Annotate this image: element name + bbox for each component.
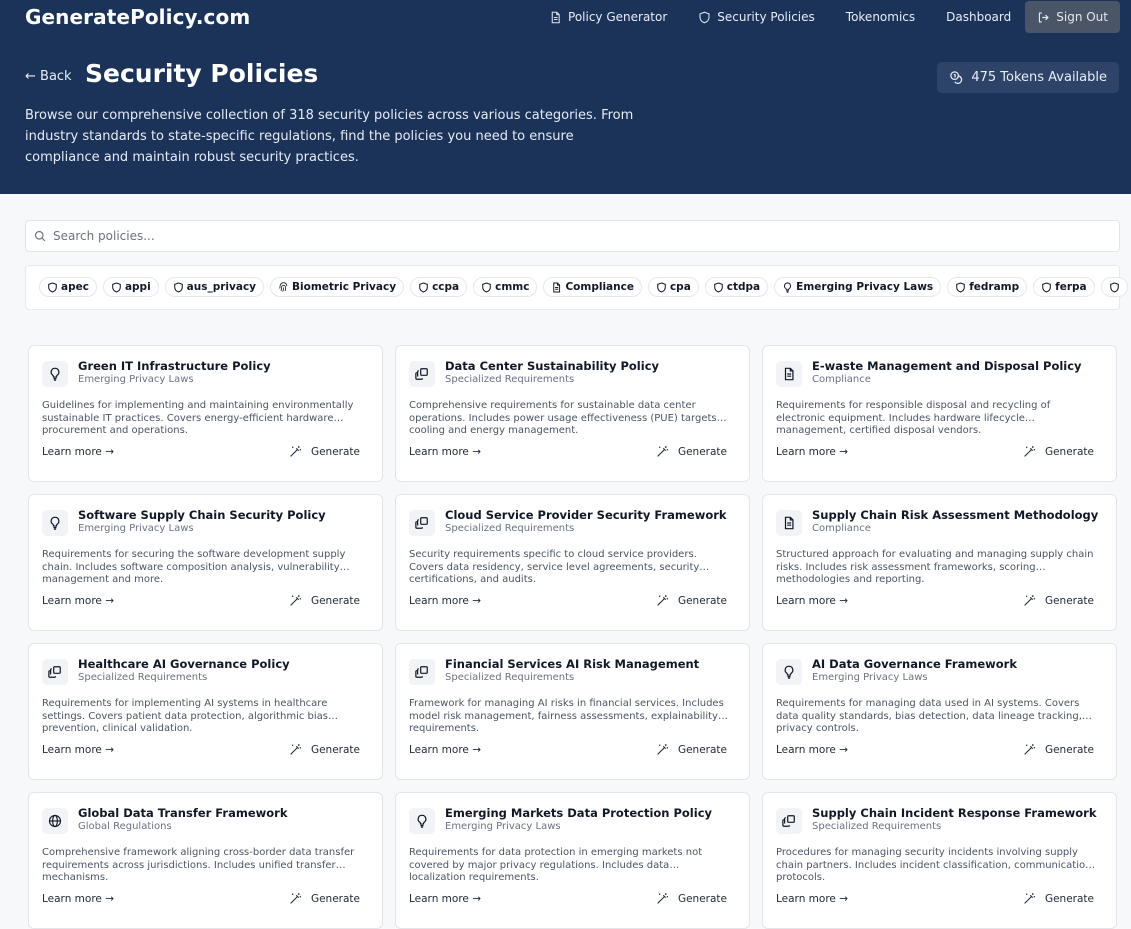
file-icon	[549, 11, 562, 24]
policy-description: Structured approach for evaluating and managing supply chain risks. Includes risk assessment frameworks, scoring methodologies and reporting.	[776, 549, 1094, 585]
learn-more-link[interactable]: Learn more →	[42, 744, 115, 756]
top-nav	[530, 1, 1120, 33]
learn-more-link[interactable]: Learn more →	[42, 893, 115, 905]
shield-icon	[713, 282, 724, 293]
sign-out-label: Sign Out	[1056, 10, 1108, 24]
policy-title[interactable]: Global Data Transfer Framework	[78, 806, 288, 820]
shield-icon	[656, 282, 667, 293]
policy-title[interactable]: E-waste Management and Disposal Policy	[812, 359, 1082, 373]
policy-title[interactable]: Green IT Infrastructure Policy	[78, 359, 271, 373]
generate-label: Generate	[310, 743, 360, 756]
shield-icon	[698, 11, 711, 24]
learn-more-link[interactable]: Learn more →	[42, 446, 115, 458]
stack-icon	[409, 361, 435, 387]
filter-chip-label: Emerging Privacy Laws	[796, 281, 934, 293]
generate-label: Generate	[1044, 594, 1094, 607]
generate-button[interactable]	[656, 892, 727, 905]
brand-logo[interactable]: GeneratePolicy.com	[25, 5, 251, 29]
policy-category: Specialized Requirements	[78, 672, 208, 683]
policy-category: Emerging Privacy Laws	[812, 672, 928, 683]
generate-button[interactable]	[289, 445, 360, 458]
filter-chip-label: ctdpa	[726, 281, 761, 293]
generate-button[interactable]	[1023, 892, 1094, 905]
policy-grid	[28, 345, 1118, 929]
generate-button[interactable]	[289, 743, 360, 756]
policy-category: Compliance	[812, 523, 871, 534]
search-icon	[34, 230, 53, 242]
globe-icon	[42, 808, 68, 834]
policy-category: Emerging Privacy Laws	[78, 523, 194, 534]
document-icon	[776, 510, 802, 536]
lightbulb-icon	[42, 361, 68, 387]
wand-icon	[656, 594, 669, 607]
shield-icon	[1041, 282, 1052, 293]
filter-chip-label: cpa	[669, 281, 691, 293]
policy-card	[28, 792, 383, 929]
policy-description: Guidelines for implementing and maintaining environmentally sustainable IT practices. Covers energy-efficient hardware procurement and operations.	[42, 400, 354, 436]
policy-category: Emerging Privacy Laws	[78, 374, 194, 385]
policy-title[interactable]: Financial Services AI Risk Management	[445, 657, 700, 671]
coins-icon	[949, 70, 964, 85]
nav-policy-generator[interactable]	[537, 2, 679, 32]
filter-chip-label: aus_privacy	[186, 281, 257, 293]
generate-label: Generate	[1044, 743, 1094, 756]
policy-category: Specialized Requirements	[812, 821, 942, 832]
filter-chip[interactable]	[473, 277, 537, 297]
nav-label: Dashboard	[946, 10, 1012, 24]
policy-title[interactable]: Emerging Markets Data Protection Policy	[445, 806, 713, 820]
policy-card	[395, 643, 750, 780]
stack-icon	[776, 808, 802, 834]
policy-title[interactable]: Healthcare AI Governance Policy	[78, 657, 290, 671]
policy-category: Specialized Requirements	[445, 523, 575, 534]
wand-icon	[289, 892, 302, 905]
generate-label: Generate	[310, 594, 360, 607]
policy-category: Specialized Requirements	[445, 672, 575, 683]
category-filter-bar	[25, 265, 1120, 310]
hero-header	[0, 0, 1131, 194]
shield-icon	[111, 282, 122, 293]
stack-icon	[409, 659, 435, 685]
generate-label: Generate	[677, 594, 727, 607]
filter-chip[interactable]	[103, 277, 159, 297]
document-icon	[551, 282, 562, 293]
wand-icon	[1023, 892, 1036, 905]
lightbulb-icon	[782, 282, 793, 293]
generate-label: Generate	[1044, 445, 1094, 458]
policy-description: Requirements for implementing AI systems in healthcare settings. Covers patient data protection, algorithmic bias prevention, clinical validation.	[42, 698, 328, 734]
policy-description: Requirements for securing the software development supply chain. Includes software composition analysis, vulnerability management and more.	[42, 549, 346, 585]
policy-description: Requirements for data protection in emerging markets not covered by major privacy regulations. Includes data localization requirements.	[409, 847, 703, 883]
shield-icon	[47, 282, 58, 293]
learn-more-link[interactable]: Learn more →	[409, 595, 482, 607]
filter-chip-label: ccpa	[432, 281, 460, 293]
filter-chip[interactable]	[648, 277, 699, 297]
generate-label: Generate	[677, 743, 727, 756]
lightbulb-icon	[776, 659, 802, 685]
policy-description: Procedures for managing security incidents involving supply chain partners. Includes incident classification, communication protocols.	[776, 847, 1092, 883]
policy-card	[762, 494, 1117, 631]
wand-icon	[1023, 445, 1036, 458]
policy-title[interactable]: AI Data Governance Framework	[812, 657, 1017, 671]
shield-icon	[418, 282, 429, 293]
lightbulb-icon	[409, 808, 435, 834]
search-input[interactable]	[53, 229, 953, 243]
learn-more-link[interactable]: Learn more →	[776, 446, 849, 458]
policy-card	[762, 792, 1117, 929]
policy-title[interactable]: Supply Chain Risk Assessment Methodology	[812, 508, 1099, 522]
back-link[interactable]: ← Back	[25, 69, 72, 84]
wand-icon	[1023, 594, 1036, 607]
generate-button[interactable]	[1023, 594, 1094, 607]
generate-button[interactable]	[1023, 743, 1094, 756]
intro-text: Browse our comprehensive collection of 318 security policies across various categories. From industry standards to state-specific regulations, find the policies you need to ensure compliance and maintain robust security practices.	[25, 108, 634, 165]
filter-chip[interactable]	[39, 277, 97, 297]
filter-chip[interactable]	[543, 277, 641, 297]
policy-title[interactable]: Data Center Sustainability Policy	[445, 359, 660, 373]
filter-chip-label: appi	[124, 281, 151, 293]
shield-icon	[955, 282, 966, 293]
generate-label: Generate	[677, 892, 727, 905]
policy-category: Compliance	[812, 374, 871, 385]
lightbulb-icon	[42, 510, 68, 536]
learn-more-link[interactable]: Learn more →	[409, 446, 482, 458]
wand-icon	[656, 445, 669, 458]
policy-card	[395, 494, 750, 631]
generate-button[interactable]	[1023, 445, 1094, 458]
learn-more-link[interactable]: Learn more →	[409, 744, 482, 756]
learn-more-link[interactable]: Learn more →	[776, 893, 849, 905]
filter-chip[interactable]	[410, 277, 467, 297]
generate-label: Generate	[677, 445, 727, 458]
wand-icon	[289, 445, 302, 458]
policy-description: Comprehensive framework aligning cross-border data transfer requirements across jurisdictions. Includes unified transfer mechanisms.	[42, 847, 355, 883]
wand-icon	[656, 892, 669, 905]
policy-description: Comprehensive requirements for sustainable data center operations. Includes power usage effectiveness (PUE) targets, cooling and energy management.	[409, 400, 720, 436]
filter-chip-label: Compliance	[565, 281, 634, 293]
document-icon	[776, 361, 802, 387]
nav-label: Tokenomics	[845, 10, 916, 24]
policy-card	[762, 643, 1117, 780]
filter-chip[interactable]	[270, 277, 404, 297]
policy-card	[762, 345, 1117, 482]
filter-chip[interactable]	[1033, 277, 1094, 297]
filter-chip[interactable]	[165, 277, 264, 297]
wand-icon	[1023, 743, 1036, 756]
nav-label: Policy Generator	[568, 10, 668, 24]
wand-icon	[289, 743, 302, 756]
policy-title[interactable]: Supply Chain Incident Response Framework	[812, 806, 1097, 820]
log-out-icon	[1037, 11, 1050, 24]
search-bar	[25, 220, 1120, 252]
filter-chip-label: Biometric Privacy	[292, 281, 397, 293]
generate-label: Generate	[310, 445, 360, 458]
tokens-label: 475 Tokens Available	[971, 70, 1107, 85]
shield-icon	[173, 282, 184, 293]
generate-label: Generate	[310, 892, 360, 905]
wand-icon	[656, 743, 669, 756]
policy-category: Specialized Requirements	[445, 374, 575, 385]
generate-label: Generate	[1044, 892, 1094, 905]
policy-description: Requirements for responsible disposal and recycling of electronic equipment. Includes hardware lifecycle management, certified disposal vendors.	[776, 400, 1051, 436]
policy-title[interactable]: Software Supply Chain Security Policy	[78, 508, 326, 522]
policy-description: Framework for managing AI risks in financial services. Includes model risk management, fairness assessments, explainability requirements.	[409, 698, 724, 734]
learn-more-link[interactable]: Learn more →	[776, 744, 849, 756]
nav-label: Security Policies	[717, 10, 815, 24]
policy-category: Global Regulations	[78, 821, 172, 832]
filter-chip[interactable]	[705, 277, 768, 297]
nav-tokenomics[interactable]	[834, 2, 927, 32]
policy-category: Emerging Privacy Laws	[445, 821, 561, 832]
learn-more-link[interactable]: Learn more →	[776, 595, 849, 607]
learn-more-link[interactable]: Learn more →	[42, 595, 115, 607]
policy-title[interactable]: Cloud Service Provider Security Framework	[445, 508, 727, 522]
generate-button[interactable]	[289, 594, 360, 607]
learn-more-link[interactable]: Learn more →	[409, 893, 482, 905]
filter-chip-label: cmmc	[495, 281, 530, 293]
filter-chip[interactable]	[774, 277, 941, 297]
filter-chip[interactable]	[947, 277, 1027, 297]
fingerprint-icon	[278, 282, 289, 293]
filter-chip-label: fedramp	[969, 281, 1020, 293]
nav-dashboard[interactable]	[934, 2, 1023, 32]
page-title: Security Policies	[85, 59, 319, 88]
filter-chip[interactable]	[1101, 277, 1128, 297]
generate-button[interactable]	[289, 892, 360, 905]
policy-description: Security requirements specific to cloud service providers. Covers data residency, service level agreements, security certifications, and audits.	[409, 549, 700, 585]
stack-icon	[409, 510, 435, 536]
policy-card	[28, 643, 383, 780]
generate-button[interactable]	[656, 594, 727, 607]
filter-chip-label: apec	[61, 281, 89, 293]
wand-icon	[289, 594, 302, 607]
filter-chip-label: ferpa	[1055, 281, 1087, 293]
tokens-badge[interactable]	[937, 62, 1119, 93]
generate-button[interactable]	[656, 445, 727, 458]
generate-button[interactable]	[656, 743, 727, 756]
policy-card	[395, 792, 750, 929]
nav-security-policies[interactable]	[686, 2, 826, 32]
sign-out-button[interactable]	[1025, 1, 1120, 33]
stack-icon	[42, 659, 68, 685]
policy-card	[395, 345, 750, 482]
policy-description: Requirements for managing data used in AI systems. Covers data quality standards, bias detection, data lineage tracking, privacy controls.	[776, 698, 1082, 734]
shield-icon	[481, 282, 492, 293]
shield-icon	[1109, 282, 1120, 293]
policy-card	[28, 345, 383, 482]
policy-card	[28, 494, 383, 631]
